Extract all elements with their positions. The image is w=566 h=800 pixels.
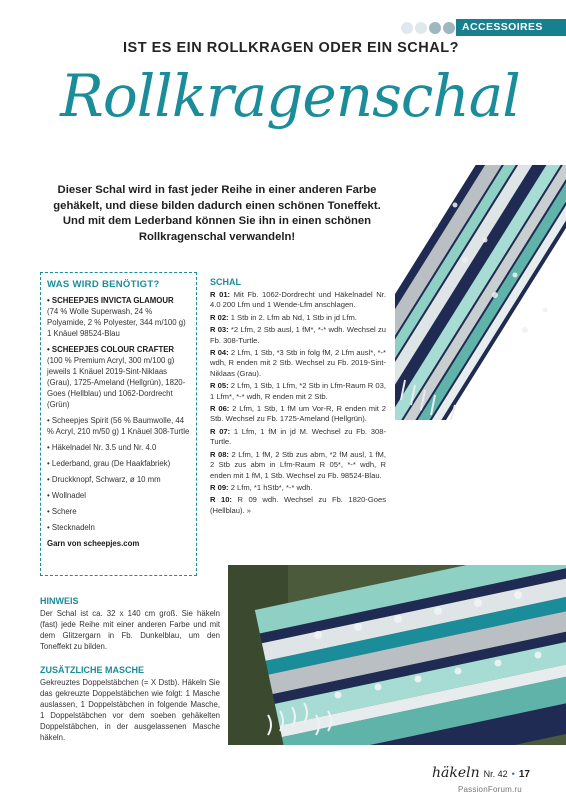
stitch-heading: ZUSÄTZLICHE MASCHE: [40, 665, 144, 675]
row-label: R 02:: [210, 312, 229, 322]
material-detail: • Druckknopf, Schwarz, ø 10 mm: [47, 475, 161, 484]
note-text: Der Schal ist ca. 32 x 140 cm groß. Sie häkeln (fast) jede Reihe mit einer anderen Farbe und mit dem Glitzergarn in Fb. Dunkelblau, um den Toneffekt zu bilden.: [40, 609, 220, 651]
instructions-heading: SCHAL: [210, 277, 241, 287]
material-name: • SCHEEPJES COLOUR CRAFTER: [47, 345, 175, 354]
magazine-brand: häkeln: [432, 765, 480, 781]
watermark: PassionForum.ru: [458, 785, 522, 794]
material-item: [47, 344, 190, 410]
scarf-photo-top: [395, 165, 566, 420]
page-footer: [432, 765, 530, 781]
extra-stitch-section: [40, 665, 220, 743]
footer-bullet: •: [511, 769, 515, 779]
page-title: Rollkragenschal: [60, 62, 520, 130]
indicator-dot: [401, 22, 413, 34]
row-label: R 06:: [210, 404, 230, 414]
material-detail: • Scheepjes Spirit (56 % Baumwolle, 44 % Acryl, 210 m/50 g) 1 Knäuel 308-Turtle: [47, 416, 190, 436]
lead-paragraph: Dieser Schal wird in fast jeder Reihe in einer anderen Farbe gehäkelt, und diese bilden dadurch einen schönen Toneffekt. Und mit dem Lederband können Sie ihn in einen schönen Rollkragenschal verwandeln!: [53, 184, 381, 243]
yarn-credit: Garn von scheepjes.com: [47, 539, 140, 548]
row-text: R 09 wdh. Wechsel zu Fb. 1820-Goes (Hellblau). »: [210, 495, 386, 515]
indicator-dot-active: [429, 22, 441, 34]
note-section: [40, 596, 220, 652]
material-detail: • Stecknadeln: [47, 523, 95, 532]
material-item: [47, 506, 190, 517]
material-item: [47, 474, 190, 485]
page-indicator-dots: [401, 22, 455, 34]
instruction-row: [210, 495, 386, 516]
instruction-row: [210, 290, 386, 311]
note-heading: HINWEIS: [40, 596, 79, 606]
material-detail: • Schere: [47, 507, 77, 516]
indicator-dot-active: [443, 22, 455, 34]
indicator-dot: [415, 22, 427, 34]
instruction-row: [210, 313, 386, 323]
row-label: R 01:: [210, 290, 231, 299]
section-tag: ACCESSOIRES: [456, 19, 566, 36]
kicker-heading: [0, 40, 566, 56]
row-text: *2 Lfm, 2 Stb ausl, 1 fM*, *-* wdh. Wechsel zu Fb. 308-Turtle.: [210, 325, 386, 345]
row-label: R 10:: [210, 495, 232, 505]
material-detail: (74 % Wolle Superwash, 24 % Polyamide, 2 % Polyester, 344 m/100 g) 1 Knäuel 98524-Blau: [47, 307, 186, 338]
material-detail: • Lederband, grau (De Haakfabriek): [47, 459, 171, 468]
materials-box: [40, 272, 197, 576]
material-item: [47, 522, 190, 533]
scarf-photo-bottom: [228, 565, 566, 745]
material-item: [47, 442, 190, 453]
instruction-row: [210, 450, 386, 481]
materials-heading: WAS WIRD BENÖTIGT?: [47, 279, 160, 290]
material-item: [47, 458, 190, 469]
row-text: 2 Lfm, 1 fM, 2 Stb zus abm, *2 fM ausl, 1 fM, 2 Stb zus abm in Lfm-Raum R 05*, *-* wdh, R enden mit 1 fM, 1 Stb. Wechsel zu Fb. 98524-Blau.: [210, 449, 386, 480]
material-item: [47, 295, 190, 339]
row-text: 2 Lfm, *1 hStb*, *-* wdh.: [228, 482, 313, 492]
row-label: R 04:: [210, 348, 229, 358]
instruction-row: [210, 483, 386, 493]
row-label: R 05:: [210, 381, 229, 391]
material-detail: • Wollnadel: [47, 491, 86, 500]
row-label: R 09:: [210, 482, 229, 492]
material-detail: (100 % Premium Acryl, 300 m/100 g) jeweils 1 Knäuel 2019-Sint-Niklaas (Grau), 1725-Ameland (Hellgrün), 1820-Goes (Hellblau) und 1062-Dordrecht (Grün): [47, 356, 186, 409]
stitch-text: Gekreuztes Doppelstäbchen (= X Dstb). Häkeln Sie das gekreuzte Doppelstäbchen wie folgt: 1 Masche auslassen, 1 Doppelstäbchen in folgende Masche, 1 Doppelstäbchen vor dem soeben gehäkelten Doppelstäbchen, in der ausgelassenen Masche häkeln.: [40, 678, 220, 742]
issue-number: Nr. 42: [483, 769, 508, 779]
row-text: 1 Stb in 2. Lfm ab Nd, 1 Stb in jd Lfm.: [228, 312, 357, 322]
row-text: 2 Lfm, 1 Stb, *3 Stb in folg fM, 2 Lfm ausl*, *-* wdh, R enden mit 2 Stb. Wechsel zu Fb. 2019-Sint-Niklaas (Grau).: [210, 348, 386, 378]
instruction-row: [210, 381, 386, 402]
material-item: [47, 490, 190, 501]
material-item: [47, 415, 190, 437]
material-detail: • Häkelnadel Nr. 3.5 und Nr. 4.0: [47, 443, 157, 452]
kicker-text: IST ES EIN ROLLKRAGEN ODER EIN SCHAL?: [123, 40, 459, 56]
scarf-illustration-bottom: [228, 565, 566, 745]
instruction-row: [210, 404, 386, 425]
instruction-row: [210, 427, 386, 448]
instruction-row: [210, 348, 386, 379]
row-label: R 03:: [210, 325, 229, 335]
row-label: R 07:: [210, 426, 231, 436]
row-label: R 08:: [210, 449, 229, 459]
page-number: 17: [518, 769, 530, 780]
row-text: Mit Fb. 1062-Dordrecht und Häkelnadel Nr. 4.0 200 Lfm und 1 Wende-Lfm anschlagen.: [210, 290, 386, 310]
row-text: 1 Lfm, 1 fM in jd M. Wechsel zu Fb. 308-Turtle.: [210, 426, 386, 447]
row-text: 2 Lfm, 1 Stb, 1 fM um Vor-R, R enden mit 2 Stb. Wechsel zu Fb. 1725-Ameland (Hellgrün).: [210, 404, 386, 424]
instructions-section: [210, 277, 386, 518]
row-text: 2 Lfm, 1 Stb, 1 Lfm, *2 Stb in Lfm-Raum R 03, 1 Lfm*, *-* wdh, R enden mit 2 Stb.: [210, 381, 386, 401]
instruction-row: [210, 325, 386, 346]
scarf-illustration-top: [395, 165, 566, 420]
material-name: • SCHEEPJES INVICTA GLAMOUR: [47, 296, 174, 305]
